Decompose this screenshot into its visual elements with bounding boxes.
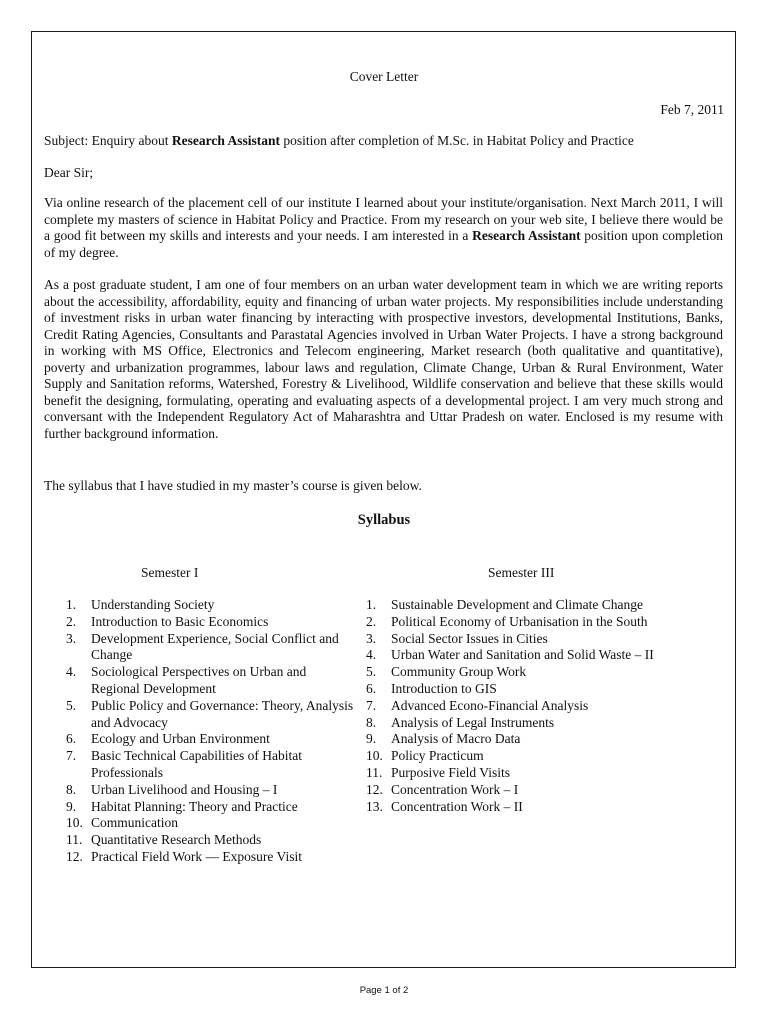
course-title: Policy Practicum — [391, 748, 484, 764]
course-title: Habitat Planning: Theory and Practice — [91, 798, 298, 814]
course-item — [366, 799, 701, 816]
semester-1-course-list — [66, 597, 356, 866]
course-number: 5. — [366, 664, 377, 680]
course-item — [366, 715, 701, 732]
course-title: Community Group Work — [391, 664, 527, 680]
course-number: 11. — [366, 764, 383, 780]
course-title: Introduction to Basic Economics — [91, 613, 269, 629]
course-title: Analysis of Legal Instruments — [391, 714, 555, 730]
course-item — [366, 681, 701, 698]
course-title: Introduction to GIS — [391, 680, 497, 696]
course-item — [366, 664, 701, 681]
course-number: 10. — [366, 748, 383, 764]
course-number: 8. — [366, 714, 377, 730]
course-number: 6. — [366, 680, 377, 696]
paragraph-intro-position: Research Assistant — [472, 228, 581, 243]
semester-3-course-list — [366, 597, 701, 815]
course-title: Purposive Field Visits — [391, 764, 510, 780]
course-title: Advanced Econo-Financial Analysis — [391, 697, 589, 713]
course-item — [366, 698, 701, 715]
course-title: Development Experience, Social Conflict and Change — [91, 630, 339, 663]
course-item — [66, 815, 356, 832]
subject-prefix: Subject: Enquiry about — [44, 133, 172, 148]
salutation: Dear Sir; — [44, 165, 94, 180]
course-title: Analysis of Macro Data — [391, 731, 521, 747]
course-item — [66, 597, 356, 614]
course-item — [66, 832, 356, 849]
course-item — [66, 614, 356, 631]
course-number: 3. — [366, 630, 377, 646]
semester-1-heading: Semester I — [141, 565, 199, 580]
course-title: Communication — [91, 815, 178, 831]
course-item — [66, 631, 356, 665]
course-number: 7. — [366, 697, 377, 713]
paragraph-background: As a post graduate student, I am one of four members on an urban water development team in which we are writing reports about the accessibility, affordability, equity and financing of urban water projects. My responsibilities include understanding of investment risks in urban water financing by interacting with prospective investors, developmental Institutions, Banks, Credit Rating Agencies, Consultants and Parastatal Agencies involved in Urban Water Projects. I have a strong background in working with MS Office, Electronics and Telecom engineering, Market research (both qualitative and quantitative), poverty and urbanization programmes, labour laws and regulation, Climate Change, Urban & Rural Environment, Water Supply and Sanitation reforms, Watershed, Forestry & Livelihood, Wildlife conservation and believe that these skills would benefit the designing, formulating, operating and evaluating aspects of a developmental project. I am very much strong and conversant with the Independent Regulatory Act of Maharashtra and Uttar Pradesh on water. Enclosed is my resume with further background information. — [44, 277, 723, 441]
course-number: 1. — [66, 597, 77, 612]
course-title: Basic Technical Capabilities of Habitat Professionals — [91, 748, 302, 780]
course-title: Concentration Work – I — [391, 781, 519, 797]
course-number: 9. — [66, 798, 77, 814]
semester-3-heading: Semester III — [488, 565, 555, 580]
course-title: Political Economy of Urbanisation in the South — [391, 613, 648, 629]
course-title: Understanding Society — [91, 597, 215, 612]
course-number: 8. — [66, 781, 77, 797]
course-number: 2. — [366, 613, 377, 629]
course-item — [66, 748, 356, 782]
course-title: Urban Livelihood and Housing – I — [91, 781, 278, 797]
course-item — [66, 849, 356, 866]
course-number: 6. — [66, 731, 77, 747]
course-number: 2. — [66, 613, 77, 629]
course-number: 13. — [366, 798, 383, 814]
course-number: 5. — [66, 697, 77, 713]
course-title: Public Policy and Governance: Theory, Analysis and Advocacy — [91, 697, 354, 730]
course-number: 4. — [66, 664, 77, 680]
course-title: Sustainable Development and Climate Change — [391, 597, 643, 612]
course-title: Concentration Work – II — [391, 798, 523, 814]
paragraph-intro-end: position upon completion of my degree. — [44, 228, 723, 260]
course-item — [366, 782, 701, 799]
course-number: 7. — [66, 748, 77, 764]
course-title: Ecology and Urban Environment — [91, 731, 270, 747]
course-item — [366, 631, 701, 648]
course-number: 10. — [66, 815, 83, 831]
paragraph-intro — [44, 195, 723, 261]
course-item — [66, 782, 356, 799]
course-item — [66, 698, 356, 732]
course-item — [66, 664, 356, 698]
page-number-footer: Page 1 of 2 — [359, 985, 409, 996]
course-item — [366, 765, 701, 782]
course-number: 1. — [366, 597, 377, 612]
course-number: 3. — [66, 630, 77, 646]
document-title: Cover Letter — [349, 69, 419, 84]
course-title: Social Sector Issues in Cities — [391, 630, 548, 646]
subject-position: Research Assistant — [171, 133, 280, 148]
course-title: Urban Water and Sanitation and Solid Waste – II — [391, 647, 654, 663]
subject-suffix: position after completion of M.Sc. in Habitat Policy and Practice — [280, 133, 634, 148]
subject-line — [44, 133, 634, 149]
course-number: 12. — [66, 848, 83, 864]
letter-date: Feb 7, 2011 — [660, 102, 724, 117]
paragraph-intro-text: Via online research of the placement cell of our institute I learned about your institute/organisation. Next March 2011, I will complete my masters of science in Habitat Policy and Practice. From my research on your web site, I believe there would be a good fit between my skills and interests and your needs. I am interested in a — [44, 195, 723, 243]
course-item — [366, 748, 701, 765]
course-number: 4. — [366, 647, 377, 663]
course-item — [366, 614, 701, 631]
course-item — [66, 731, 356, 748]
course-number: 9. — [366, 731, 377, 747]
course-number: 11. — [66, 832, 83, 848]
course-title: Practical Field Work — Exposure Visit — [91, 848, 302, 864]
course-title: Sociological Perspectives on Urban and Regional Development — [91, 664, 307, 696]
course-number: 12. — [366, 781, 383, 797]
course-item — [366, 597, 701, 614]
course-item — [66, 799, 356, 816]
syllabus-intro: The syllabus that I have studied in my master’s course is given below. — [44, 478, 422, 493]
course-item — [366, 731, 701, 748]
syllabus-heading: Syllabus — [357, 512, 411, 528]
course-title: Quantitative Research Methods — [91, 832, 262, 848]
course-item — [366, 647, 701, 664]
